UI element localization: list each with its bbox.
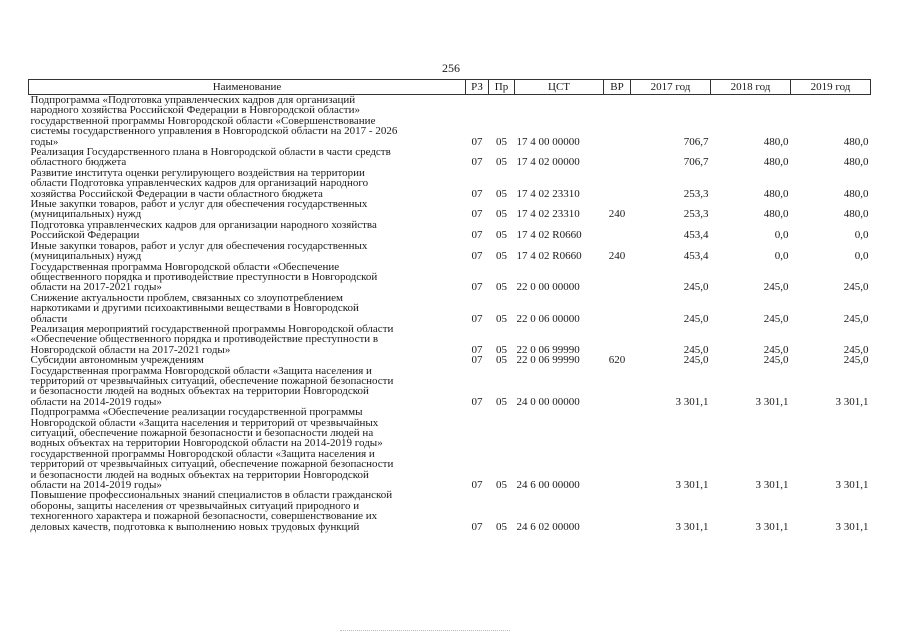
row-name [29, 220, 466, 241]
row-2019: 3 301,1 [835, 479, 869, 492]
row-cst: 22 0 06 99990 [516, 343, 580, 356]
row-rz: 07 [471, 281, 483, 294]
row-name-line: обороны, защиты населения от чрезвычайных ситуаций природного и [30, 499, 360, 512]
row-name-line: народного хозяйства Российской Федерации в Новгородской области» [30, 104, 361, 117]
row-2019: 0,0 [854, 250, 869, 263]
row-cst: 22 0 06 00000 [516, 312, 580, 325]
row-name-line: Иные закупки товаров, работ и услуг для обеспечения государственных [30, 239, 368, 252]
row-rz: 07 [471, 479, 483, 492]
row-name-line: территорий от чрезвычайных ситуаций, обеспечение пожарной безопасности [30, 374, 394, 387]
row-2017: 245,0 [683, 312, 709, 325]
row-pr: 05 [496, 312, 507, 325]
row-name-line: Реализация мероприятий государственной программы Новгородской области [30, 322, 394, 335]
row-vr: 240 [608, 208, 626, 221]
row-name-line: области на 2014-2019 годы» [30, 395, 162, 408]
row-2018: 245,0 [763, 343, 789, 356]
row-rz: 07 [471, 395, 483, 408]
row-2017: 706,7 [683, 156, 709, 169]
row-cst: 22 0 06 99990 [516, 354, 580, 367]
row-cst: 17 4 02 R0660 [516, 229, 582, 242]
row-2017: 706,7 [683, 135, 709, 148]
row-2017: 453,4 [683, 250, 709, 263]
row-name-line: хозяйства Российской Федерации в части областного бюджета [30, 187, 323, 200]
row-name [29, 324, 466, 355]
table-row [29, 241, 871, 262]
row-2019: 245,0 [843, 354, 869, 367]
header-vr: ВР [604, 80, 631, 95]
row-2019: 480,0 [843, 187, 869, 200]
row-vr [604, 407, 631, 490]
row-2017: 245,0 [683, 354, 709, 367]
row-name [29, 407, 466, 490]
row-name-line: Новгородской области «Защита населения и территорий от чрезвычайных [30, 416, 379, 429]
row-name-line: Государственная программа Новгородской области «Защита населения и [30, 364, 372, 377]
row-name-line: Иные закупки товаров, работ и услуг для обеспечения государственных [30, 198, 368, 211]
row-pr: 05 [496, 354, 507, 367]
table-header-row [29, 80, 871, 95]
row-2018: 0,0 [774, 250, 789, 263]
row-vr [604, 95, 631, 148]
row-name-line: Повышение профессиональных знаний специалистов в области гражданской [30, 489, 393, 502]
row-pr: 05 [496, 187, 507, 200]
row-2017: 253,3 [683, 208, 709, 221]
row-name-line: области [30, 312, 68, 325]
row-name-line: государственной программы Новгородской области «Совершенствование [30, 114, 376, 127]
row-vr [604, 490, 631, 532]
row-2018: 245,0 [763, 312, 789, 325]
row-rz: 07 [471, 156, 483, 169]
row-name-line: системы государственного управления в Новгородской области на 2017 - 2026 [30, 125, 398, 138]
row-vr [604, 293, 631, 324]
row-name [29, 293, 466, 324]
row-rz: 07 [471, 354, 483, 367]
row-2018: 480,0 [763, 208, 789, 221]
row-name-line: Новгородской области на 2017-2021 годы» [30, 343, 231, 356]
row-name-line: областного бюджета [30, 156, 127, 169]
row-rz: 07 [471, 135, 483, 148]
row-pr: 05 [496, 135, 507, 148]
row-cst: 24 0 00 00000 [516, 395, 580, 408]
row-name-line: и безопасности людей на водных объектах на территории Новгородской [30, 385, 369, 398]
row-cst: 24 6 00 00000 [516, 479, 580, 492]
row-rz: 07 [471, 520, 483, 533]
row-pr: 05 [496, 156, 507, 169]
table-row [29, 199, 871, 220]
row-rz: 07 [471, 343, 483, 356]
table-row [29, 95, 871, 148]
row-cst: 17 4 02 23310 [516, 208, 580, 221]
row-2017: 3 301,1 [675, 479, 709, 492]
page-number: 256 [442, 61, 460, 75]
row-name-line: техногенного характера и пожарной безопасности, совершенствование их [30, 510, 378, 523]
row-name [29, 199, 466, 220]
row-name [29, 241, 466, 262]
row-pr: 05 [496, 281, 507, 294]
row-name-line: Развитие института оценки регулирующего воздействия на территории [30, 166, 365, 179]
row-2017: 3 301,1 [675, 520, 709, 533]
row-vr [604, 366, 631, 408]
header-cst: ЦСТ [515, 80, 604, 95]
row-name-line: деловых качеств, подготовка к выполнению новых трудовых функций [30, 520, 360, 533]
table-row [29, 168, 871, 199]
budget-table [28, 79, 871, 532]
row-2019: 480,0 [843, 135, 869, 148]
table-row [29, 262, 871, 293]
row-2017: 453,4 [683, 229, 709, 242]
table-row [29, 490, 871, 532]
table-row [29, 147, 871, 168]
row-pr: 05 [496, 479, 507, 492]
row-name [29, 168, 466, 199]
row-2018: 245,0 [763, 354, 789, 367]
row-2019: 245,0 [843, 281, 869, 294]
scan-footer-mark [340, 630, 510, 635]
row-name-line: общественного порядка и противодействие преступности в Новгородской [30, 270, 378, 283]
row-vr: 240 [608, 250, 626, 263]
row-vr [604, 168, 631, 199]
row-name-line: и безопасности людей на водных объектах на территории Новгородской [30, 468, 369, 481]
table-row [29, 366, 871, 408]
row-vr [604, 262, 631, 293]
row-cst: 24 6 02 00000 [516, 520, 580, 533]
row-2019: 0,0 [854, 229, 869, 242]
row-2017: 245,0 [683, 281, 709, 294]
row-vr [604, 147, 631, 168]
row-name-line: Снижение актуальности проблем, связанных со злоупотреблением [30, 291, 344, 304]
row-name-line: «Обеспечение общественного порядка и противодействие преступности в [30, 333, 379, 346]
row-name-line: области на 2014-2019 годы» [30, 479, 162, 492]
row-name-line: Подготовка управленческих кадров для организации народного хозяйства [30, 218, 377, 231]
row-2018: 0,0 [774, 229, 789, 242]
row-name-line: территорий от чрезвычайных ситуаций, обеспечение пожарной безопасности [30, 458, 394, 471]
row-rz: 07 [471, 187, 483, 200]
row-pr: 05 [496, 208, 507, 221]
row-2017: 245,0 [683, 343, 709, 356]
header-2017: 2017 год [631, 80, 711, 95]
row-rz: 07 [471, 208, 483, 221]
row-name-line: Субсидии автономным учреждениям [30, 354, 204, 367]
row-2019: 245,0 [843, 312, 869, 325]
row-2019: 245,0 [843, 343, 869, 356]
header-2018: 2018 год [711, 80, 791, 95]
row-cst: 17 4 02 R0660 [516, 250, 582, 263]
header-pr: Пр [489, 80, 515, 95]
row-name-line: области Подготовка управленческих кадров для организаций народного [30, 177, 369, 190]
row-name-line: (муниципальных) нужд [30, 208, 142, 221]
row-vr: 620 [608, 354, 626, 367]
row-2018: 480,0 [763, 156, 789, 169]
row-rz: 07 [471, 312, 483, 325]
row-pr: 05 [496, 520, 507, 533]
row-2018: 245,0 [763, 281, 789, 294]
row-name-line: наркотиками и другими психоактивными веществами в Новгородской [30, 302, 359, 315]
row-2018: 3 301,1 [755, 479, 789, 492]
header-rz: РЗ [466, 80, 489, 95]
row-name [29, 490, 466, 532]
row-name-line: водных объектах на территории Новгородской области на 2014-2019 годы» [30, 437, 383, 450]
row-pr: 05 [496, 229, 507, 242]
row-cst: 22 0 00 00000 [516, 281, 580, 294]
row-name-line: Подпрограмма «Обеспечение реализации государственной программы [30, 406, 363, 419]
row-name [29, 262, 466, 293]
row-2019: 480,0 [843, 156, 869, 169]
row-pr: 05 [496, 395, 507, 408]
table-row [29, 407, 871, 490]
row-name [29, 147, 466, 168]
header-name: Наименование [29, 80, 466, 95]
row-2018: 3 301,1 [755, 520, 789, 533]
row-pr: 05 [496, 250, 507, 263]
row-name-line: области на 2017-2021 годы» [30, 281, 162, 294]
row-2018: 3 301,1 [755, 395, 789, 408]
row-2019: 3 301,1 [835, 395, 869, 408]
row-vr [604, 220, 631, 241]
row-pr: 05 [496, 343, 507, 356]
table-row [29, 293, 871, 324]
row-2017: 253,3 [683, 187, 709, 200]
row-name [29, 95, 466, 148]
row-2018: 480,0 [763, 187, 789, 200]
row-name [29, 355, 466, 365]
table-row [29, 324, 871, 355]
table-row [29, 220, 871, 241]
row-2018: 480,0 [763, 135, 789, 148]
row-name-line: Реализация Государственного плана в Новгородской области в части средств [30, 146, 391, 159]
header-2019: 2019 год [791, 80, 871, 95]
row-name-line: Государственная программа Новгородской области «Обеспечение [30, 260, 340, 273]
row-cst: 17 4 02 23310 [516, 187, 580, 200]
row-2019: 480,0 [843, 208, 869, 221]
row-2019: 3 301,1 [835, 520, 869, 533]
row-rz: 07 [471, 229, 483, 242]
row-rz: 07 [471, 250, 483, 263]
row-name-line: годы» [30, 135, 59, 148]
row-name [29, 366, 466, 408]
table-body [29, 95, 871, 533]
row-name-line: Российской Федерации [30, 229, 140, 242]
row-cst: 17 4 02 00000 [516, 156, 580, 169]
row-name-line: Подпрограмма «Подготовка управленческих кадров для организаций [30, 94, 356, 106]
row-cst: 17 4 00 00000 [516, 135, 580, 148]
table-row [29, 355, 871, 365]
row-name-line: ситуаций, обеспечение пожарной безопасности и безопасности людей на [30, 427, 374, 439]
row-name-line: государственной программы Новгородской области «Защита населения и [30, 447, 375, 460]
row-vr [604, 324, 631, 355]
row-name-line: (муниципальных) нужд [30, 250, 142, 263]
row-2017: 3 301,1 [675, 395, 709, 408]
